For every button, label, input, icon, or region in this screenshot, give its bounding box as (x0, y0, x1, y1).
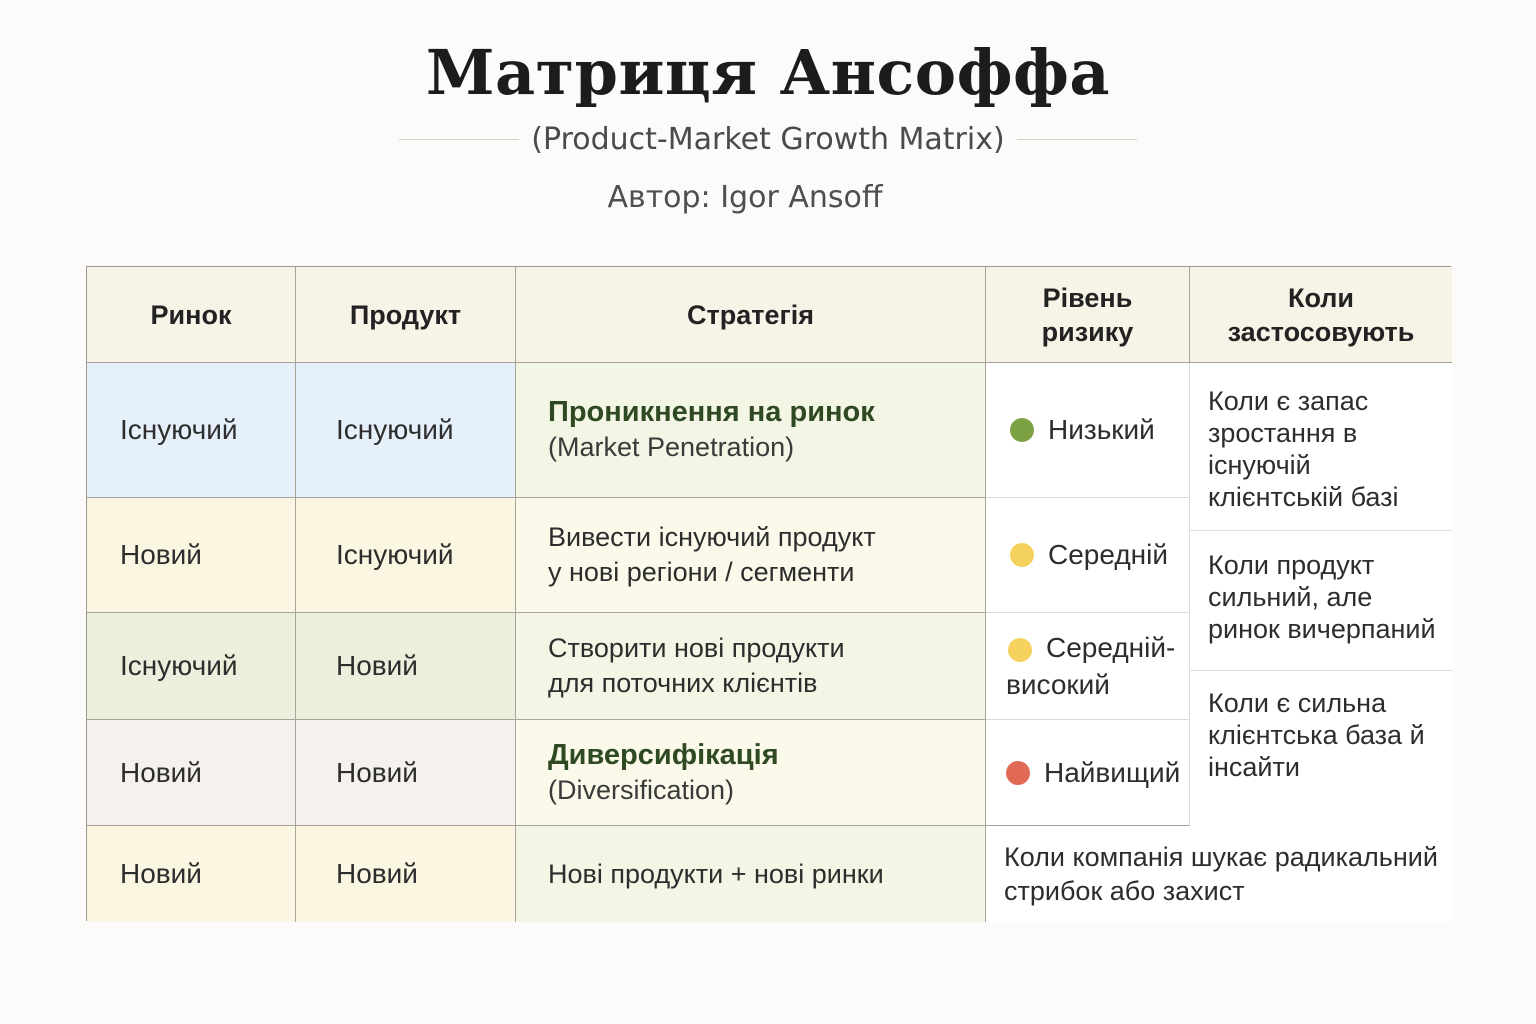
row5-strategy (516, 826, 986, 922)
row1-strategy-sub: (Market Penetration) (548, 432, 795, 462)
row3-risk-line1: Середній- (1046, 632, 1176, 663)
when-text-4: Коли компанія шукає радикальний стрибок або захист (1004, 842, 1438, 906)
header-risk: Рівень ризику (986, 267, 1190, 363)
row4-risk-label: Найвищий (1044, 756, 1181, 788)
row3-market: Існуючий (87, 613, 296, 720)
when-text-1: Коли є запас зростання в існуючій клієнтській базі (1208, 386, 1399, 512)
row4-risk (986, 720, 1190, 826)
row3-strategy-line2: для поточних клієнтів (548, 668, 818, 698)
row4-product: Новий (296, 720, 516, 826)
row2-product: Існуючий (296, 498, 516, 613)
row5-product: Новий (296, 826, 516, 922)
row1-market: Існуючий (87, 363, 296, 498)
row2-risk (986, 498, 1190, 613)
row3-product: Новий (296, 613, 516, 720)
header-product: Продукт (296, 267, 516, 363)
when-text-2: Коли продукт сильний, але ринок вичерпаний (1208, 550, 1436, 644)
when-text-3: Коли є сильна клієнтська база й інсайти (1208, 688, 1425, 782)
row4-strategy (516, 720, 986, 826)
when-cell-3 (1190, 671, 1452, 835)
divider-right (1017, 139, 1137, 140)
page-title: Матриця Ансоффа (425, 36, 1111, 109)
author-line: Автор: Igor Ansoff (607, 180, 883, 215)
row2-strategy-line2: у нові регіони / сегменти (548, 557, 855, 587)
row3-risk (986, 613, 1190, 720)
row3-strategy (516, 613, 986, 720)
risk-dot-medium-icon (1010, 543, 1034, 567)
header-when: Коли застосовують (1190, 267, 1452, 363)
risk-dot-medium-high-icon (1008, 638, 1032, 662)
row2-risk-label: Середній (1048, 539, 1168, 570)
row2-strategy (516, 498, 986, 613)
row5-market: Новий (87, 826, 296, 922)
row1-strategy-title: Проникнення на ринок (548, 396, 875, 428)
row1-risk (986, 363, 1190, 498)
page-subtitle: (Product-Market Growth Matrix) (531, 122, 1005, 157)
risk-dot-low-icon (1010, 418, 1034, 442)
row1-product: Існуючий (296, 363, 516, 498)
row4-strategy-sub: (Diversification) (548, 774, 735, 805)
row1-strategy (516, 363, 986, 498)
row3-risk-line2: високий (1006, 669, 1110, 700)
row5-strategy-text: Нові продукти + нові ринки (548, 858, 884, 889)
row4-market: Новий (87, 720, 296, 826)
subtitle-row (0, 122, 1536, 157)
risk-dot-highest-icon (1006, 761, 1030, 785)
ansoff-table (86, 266, 1451, 921)
row4-strategy-title: Диверсифікація (548, 738, 779, 771)
row3-strategy-line1: Створити нові продукти (548, 633, 845, 663)
row2-market: Новий (87, 498, 296, 613)
header-strategy: Стратегія (516, 267, 986, 363)
when-cell-1 (1190, 363, 1452, 531)
when-cell-4 (986, 826, 1452, 922)
row2-strategy-line1: Вивести існуючий продукт (548, 522, 876, 552)
row1-risk-label: Низький (1048, 414, 1155, 445)
when-cell-2 (1190, 531, 1452, 671)
header-market: Ринок (87, 267, 296, 363)
divider-left (399, 139, 519, 140)
